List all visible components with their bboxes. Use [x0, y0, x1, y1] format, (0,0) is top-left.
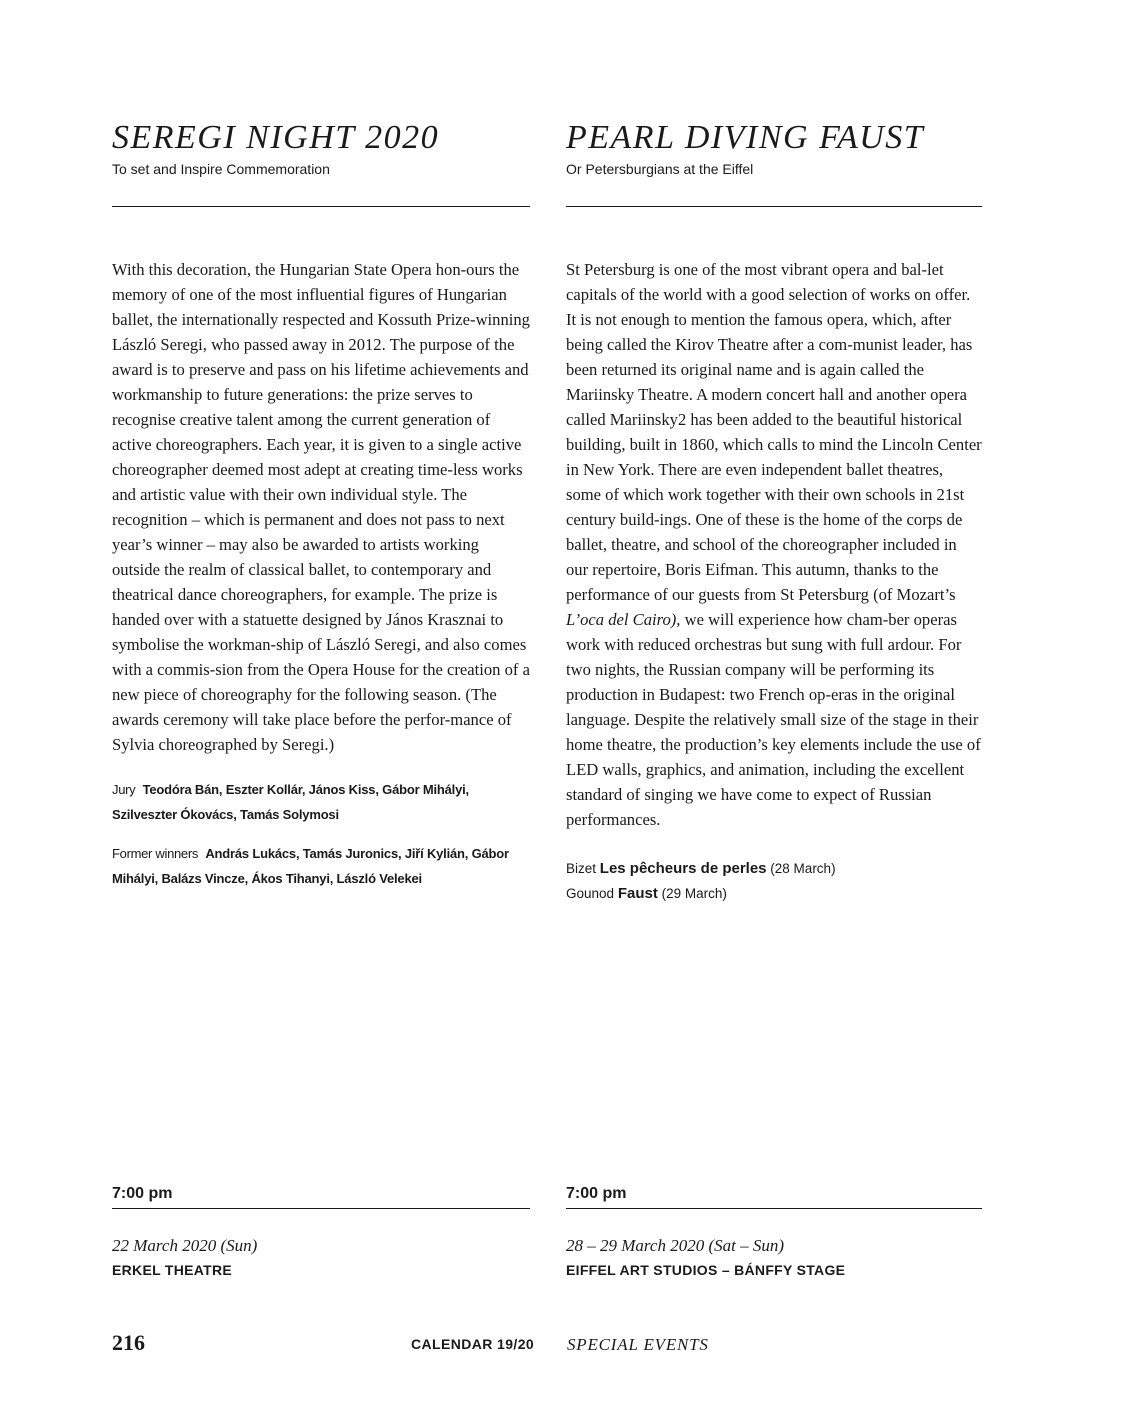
article-subtitle: To set and Inspire Commemoration: [112, 161, 330, 177]
divider: [566, 1208, 982, 1209]
divider: [112, 206, 530, 207]
body-text-part: St Petersburg is one of the most vibrant opera and bal-let capitals of the world with a good selection of works on offer. It is not enough to mention the famous opera, which, after being called the Kirov Theatre after a com-munist leader, has been returned its original name and is again called the Mariinsky Theatre. A modern concert hall and another opera called Mariinsky2 has been added to the beautiful historical building, built in 1860, which calls to mind the Lincoln Center in New York. There are even independent ballet theatres, some of which work together with their own schools in 21st century build-ings. One of these is the home of the corps de ballet, theatre, and school of the choreographer included in our repertoire, Boris Eifman. This autumn, thanks to the performance of our guests from St Petersburg (of Mozart’s: [566, 260, 982, 604]
jury-names: Teodóra Bán, Eszter Kollár, János Kiss, Gábor Mihályi, Szilveszter Ókovács, Tamás Solymosi: [112, 782, 469, 822]
article-title: PEARL DIVING FAUST: [566, 119, 925, 156]
work-title: Les pêcheurs de perles: [599, 860, 767, 877]
event-date: 22 March 2020 (Sun): [112, 1236, 258, 1255]
footer-section-label: SPECIAL EVENTS: [567, 1335, 709, 1354]
event-venue: EIFFEL ART STUDIOS – BÁNFFY STAGE: [566, 1262, 846, 1278]
work-title: Faust: [617, 885, 658, 902]
event-time: 7:00 pm: [112, 1185, 173, 1202]
body-text-part: we will experience how cham-ber operas work with reduced orchestras but sung with full ardour. For two nights, the Russian company will be performing its production in Budapest: two French op-eras in the original language. Despite the relatively small size of the stage in their home theatre, the production’s key elements include the use of LED walls, graphics, and animation, including the excellent standard of singing we have come to expect of Russian performances.: [566, 610, 981, 829]
divider: [112, 1208, 530, 1209]
former-winners-label: Former winners: [112, 846, 199, 861]
work-composer: Gounod: [566, 886, 615, 901]
event-venue: ERKEL THEATRE: [112, 1262, 233, 1278]
former-winners-credits: [112, 841, 530, 891]
article-body: With this decoration, the Hungarian State Opera hon-ours the memory of one of the most influential figures of Hungarian ballet, the internationally respected and Kossuth Prize-winning László Seregi, who passed away in 2012. The purpose of the award is to preserve and pass on his lifetime achievements and workmanship to future generations: the prize serves to recognise creative talent among the current generation of active choreographers. Each year, it is given to a single active choreographer deemed most adept at creating time-less works and artistic value with their own individual style. The recognition – which is permanent and does not pass to next year’s winner – may also be awarded to artists working outside the realm of classical ballet, to contemporary and theatrical dance choreographers, for example. The prize is handed over with a statuette designed by János Krasznai to symbolise the workman-ship of László Seregi, and also comes with a commis-sion from the Opera House for the creation of a new piece of choreography for the following season. (The awards ceremony will take place before the perfor-mance of Sylvia choreographed by Seregi.): [112, 260, 530, 754]
divider: [566, 206, 982, 207]
article-body: [566, 257, 982, 832]
work-item: [566, 881, 982, 906]
footer-calendar-label: CALENDAR 19/20: [411, 1336, 535, 1352]
work-date: (29 March): [661, 886, 727, 901]
credits: [112, 777, 530, 891]
works-list: [566, 856, 982, 906]
article-subtitle: Or Petersburgians at the Eiffel: [566, 161, 754, 177]
body-italic-title: L’oca del Cairo),: [566, 610, 681, 629]
page-footer: [0, 1330, 1123, 1360]
event-info-right: [566, 1184, 982, 1279]
work-date: (28 March): [770, 861, 836, 876]
event-date: 28 – 29 March 2020 (Sat – Sun): [566, 1236, 784, 1255]
work-composer: Bizet: [566, 861, 597, 876]
article-seregi-night: [112, 118, 530, 905]
article-pearl-diving-faust: [566, 118, 982, 906]
page-number: 216: [112, 1330, 145, 1355]
former-winners-names: András Lukács, Tamás Juronics, Jiří Kylián, Gábor Mihályi, Balázs Vincze, Ákos Tihanyi, László Velekei: [112, 846, 509, 886]
event-info-left: [112, 1184, 530, 1279]
work-item: [566, 856, 982, 881]
article-title: SEREGI NIGHT 2020: [112, 119, 440, 156]
jury-credits: [112, 777, 530, 827]
jury-label: Jury: [112, 782, 136, 797]
event-time: 7:00 pm: [566, 1185, 627, 1202]
